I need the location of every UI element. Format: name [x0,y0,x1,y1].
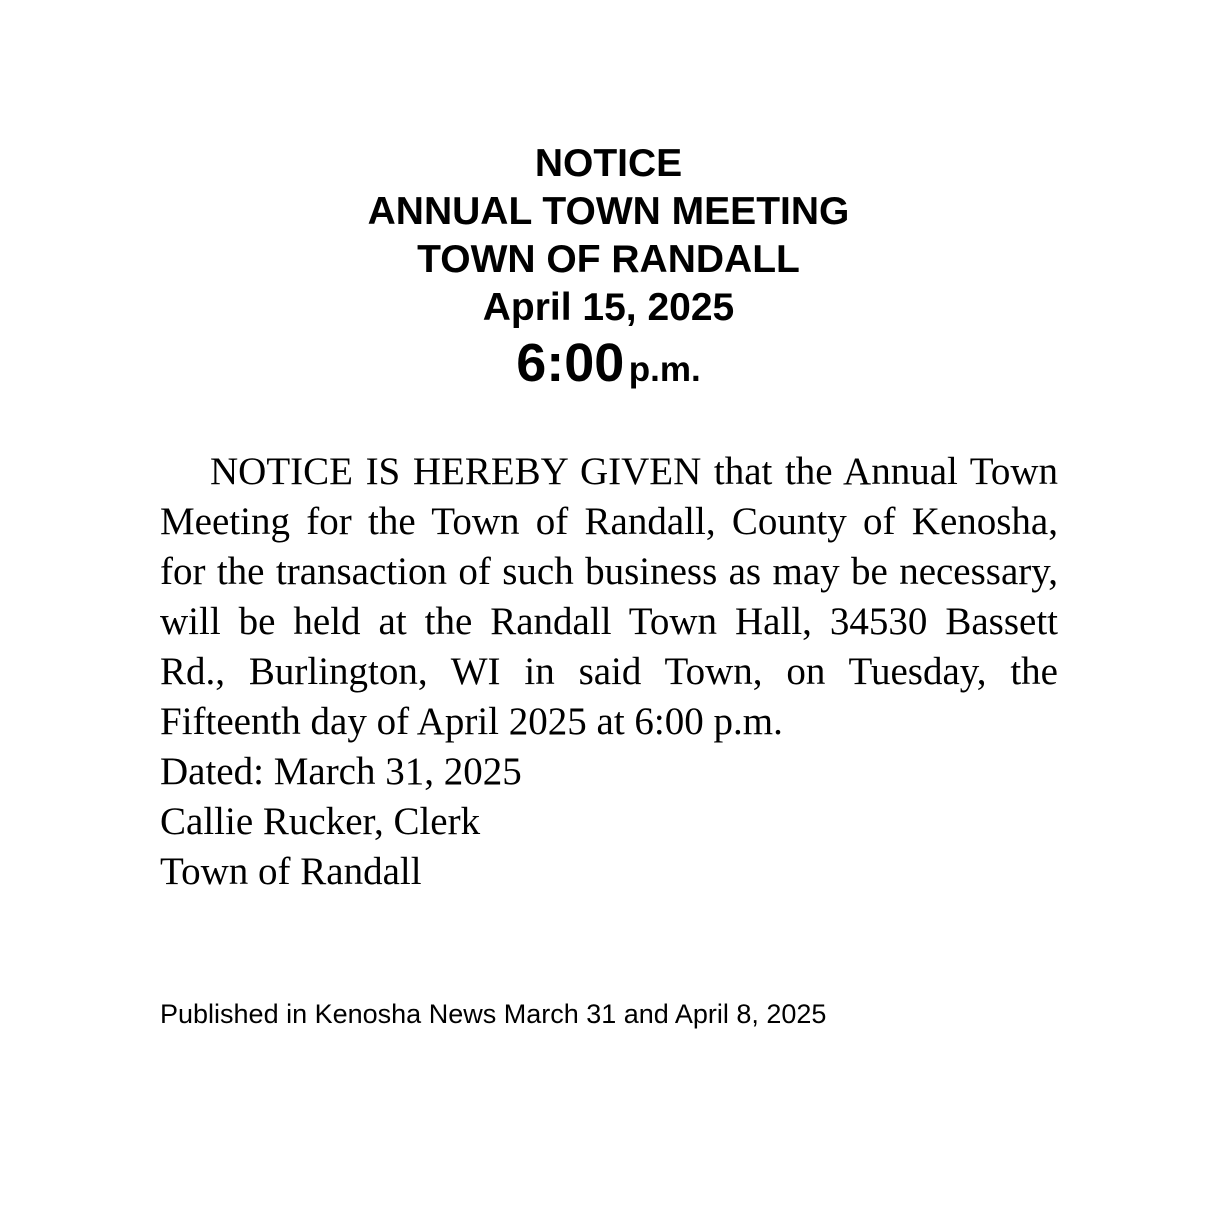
publication-note: Published in Kenosha News March 31 and April 8, 2025 [160,999,827,1029]
notice-paragraph: NOTICE IS HEREBY GIVEN that the Annual Town Meeting for the Town of Randall, County of Kenosha, for the transaction of such business as may be necessary, will be held at the Randall Town Hall, 34530 Bassett Rd., Burlington, WI in said Town, on Tuesday, the Fifteenth day of April 2025 at 6:00 p.m. [160,450,1058,743]
meeting-title: ANNUAL TOWN MEETING [367,190,850,233]
meeting-date: April 15, 2025 [482,286,735,329]
clerk-town: Town of Randall [160,850,422,893]
notice-header [0,140,1207,410]
dated-line: Dated: March 31, 2025 [160,750,522,793]
meeting-time [0,330,1207,410]
town-title: TOWN OF RANDALL [417,238,800,281]
meeting-time-number: 6:00 [516,333,625,393]
notice-title: NOTICE [534,142,683,185]
clerk-signature: Callie Rucker, Clerk [160,800,481,843]
meeting-time-suffix: p.m. [628,350,701,389]
notice-body [160,447,1058,897]
